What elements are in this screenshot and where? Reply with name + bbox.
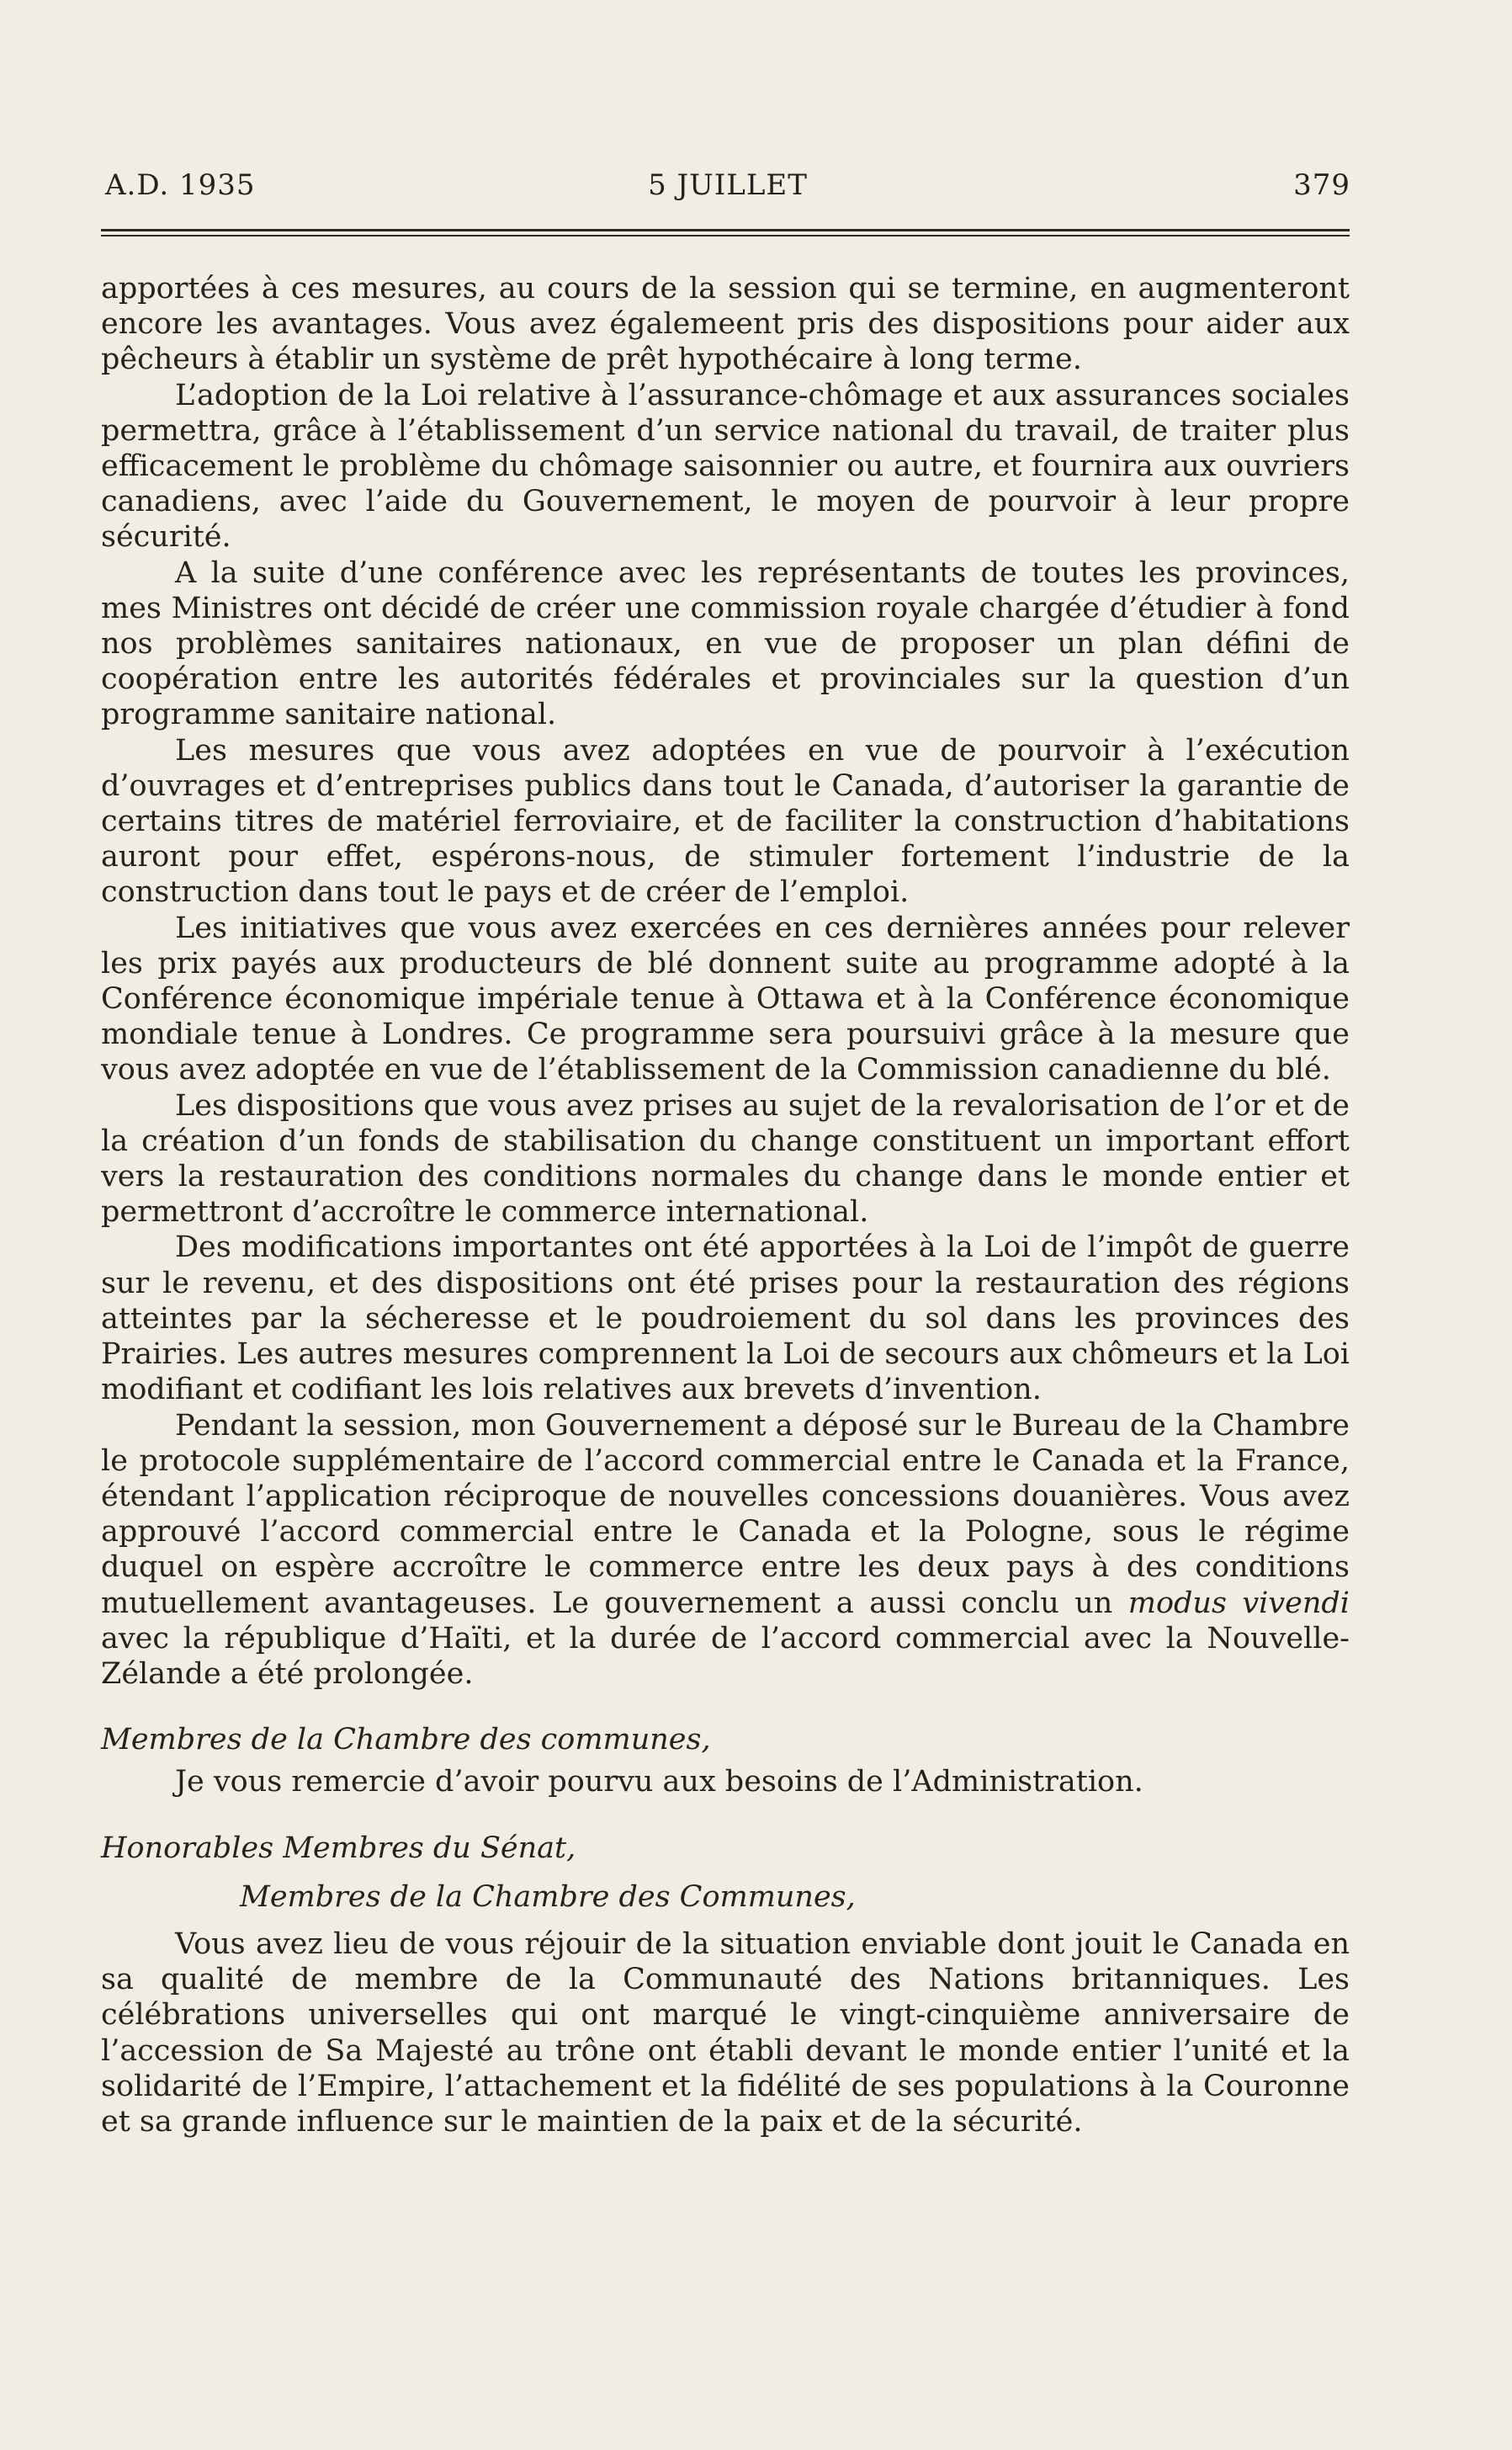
paragraph-6: Les dispositions que vous avez prises au sujet de la revalorisation de l’or et de la création d’un fonds de stabilisation du change constituent un important effort vers la restauration des conditions normales du change dans le monde entier et permettront d’accroître le commerce international. [101, 1088, 1350, 1230]
paragraph-4: Les mesures que vous avez adoptées en vue de pourvoir à l’exécution d’ouvrages et d’entreprises publics dans tout le Canada, d’autoriser la garantie de certains titres de matériel ferroviaire, et de faciliter la construction d’habitations auront pour effet, espérons-nous, de stimuler fortement l’industrie de la construction dans tout le pays et de créer de l’emploi. [101, 733, 1350, 910]
salutation-commons-2: Membres de la Chambre des Communes, [240, 1879, 856, 1914]
paragraph-8-italic: modus vivendi [1127, 1586, 1350, 1620]
salutation-senate: Honorables Membres du Sénat, [101, 1831, 576, 1865]
paragraph-2: L’adoption de la Loi relative à l’assurance-chômage et aux assurances sociales permettra, grâce à l’établissement d’un service national du travail, de traiter plus efficacement le problème du chômage saisonnier ou autre, et fournira aux ouvriers canadiens, avec l’aide du Gouvernement, le moyen de pourvoir à leur propre sécurité. [101, 378, 1350, 555]
final-paragraph: Vous avez lieu de vous réjouir de la situation enviable dont jouit le Canada en sa qualité de membre de la Communauté des Nations britanniques. Les célébrations universelles qui ont marqué le vingt-cinquième anniversaire de l’accession de Sa Majesté au trône ont établi devant le monde entier l’unité et la solidarité de l’Empire, l’attachement et la fidélité de ses populations à la Couronne et sa grande influence sur le maintien de la paix et de la sécurité. [101, 1927, 1350, 2139]
document-body [101, 271, 1350, 2139]
paragraph-1: apportées à ces mesures, au cours de la session qui se termine, en augmenteront encore les avantages. Vous avez égalemeent pris des dispositions pour aider aux pêcheurs à établir un système de prêt hypothécaire à long terme. [101, 272, 1350, 377]
header-date: 5 JUILLET [648, 168, 808, 202]
paragraph-8 [101, 1408, 1350, 1693]
paragraph-3: A la suite d’une conférence avec les représentants de toutes les provinces, mes Ministres ont décidé de créer une commission royale chargée d’étudier à fond nos problèmes sanitaires nationaux, en vue de proposer un plan défini de coopération entre les autorités fédérales et provinciales sur la question d’un programme sanitaire national. [101, 555, 1350, 732]
page-header [105, 168, 1350, 210]
header-year: A.D. 1935 [105, 168, 256, 202]
page-number: 379 [1293, 168, 1350, 202]
salutation-commons: Membres de la Chambre des communes, [101, 1723, 711, 1757]
thanks-paragraph: Je vous remercie d’avoir pourvu aux besoins de l’Administration. [175, 1765, 1143, 1799]
header-double-rule [101, 229, 1350, 236]
paragraph-8-part-1: Pendant la session, mon Gouvernement a déposé sur le Bureau de la Chambre le protocole supplémentaire de l’accord commercial entre le Canada et la France, étendant l’application réciproque de nouvelles concessions douanières. Vous avez approuvé l’accord commercial entre le Canada et la Pologne, sous le régime duquel on espère accroître le commerce entre les deux pays à des conditions mutuellement avantageuses. Le gouvernement a aussi conclu un [101, 1408, 1350, 1620]
paragraph-5: Les initiatives que vous avez exercées en ces dernières années pour relever les prix payés aux producteurs de blé donnent suite au programme adopté à la Conférence économique impériale tenue à Ottawa et à la Conférence économique mondiale tenue à Londres. Ce programme sera poursuivi grâce à la mesure que vous avez adoptée en vue de l’établissement de la Commission canadienne du blé. [101, 911, 1350, 1087]
paragraph-7: Des modifications importantes ont été apportées à la Loi de l’impôt de guerre sur le revenu, et des dispositions ont été prises pour la restauration des régions atteintes par la sécheresse et le poudroiement du sol dans les provinces des Prairies. Les autres mesures comprennent la Loi de secours aux chômeurs et la Loi modifiant et codifiant les lois relatives aux brevets d’invention. [101, 1230, 1350, 1407]
paragraph-8-part-2: avec la république d’Haïti, et la durée de l’accord commercial avec la Nouvelle-Zélande a été prolongée. [101, 1621, 1350, 1691]
